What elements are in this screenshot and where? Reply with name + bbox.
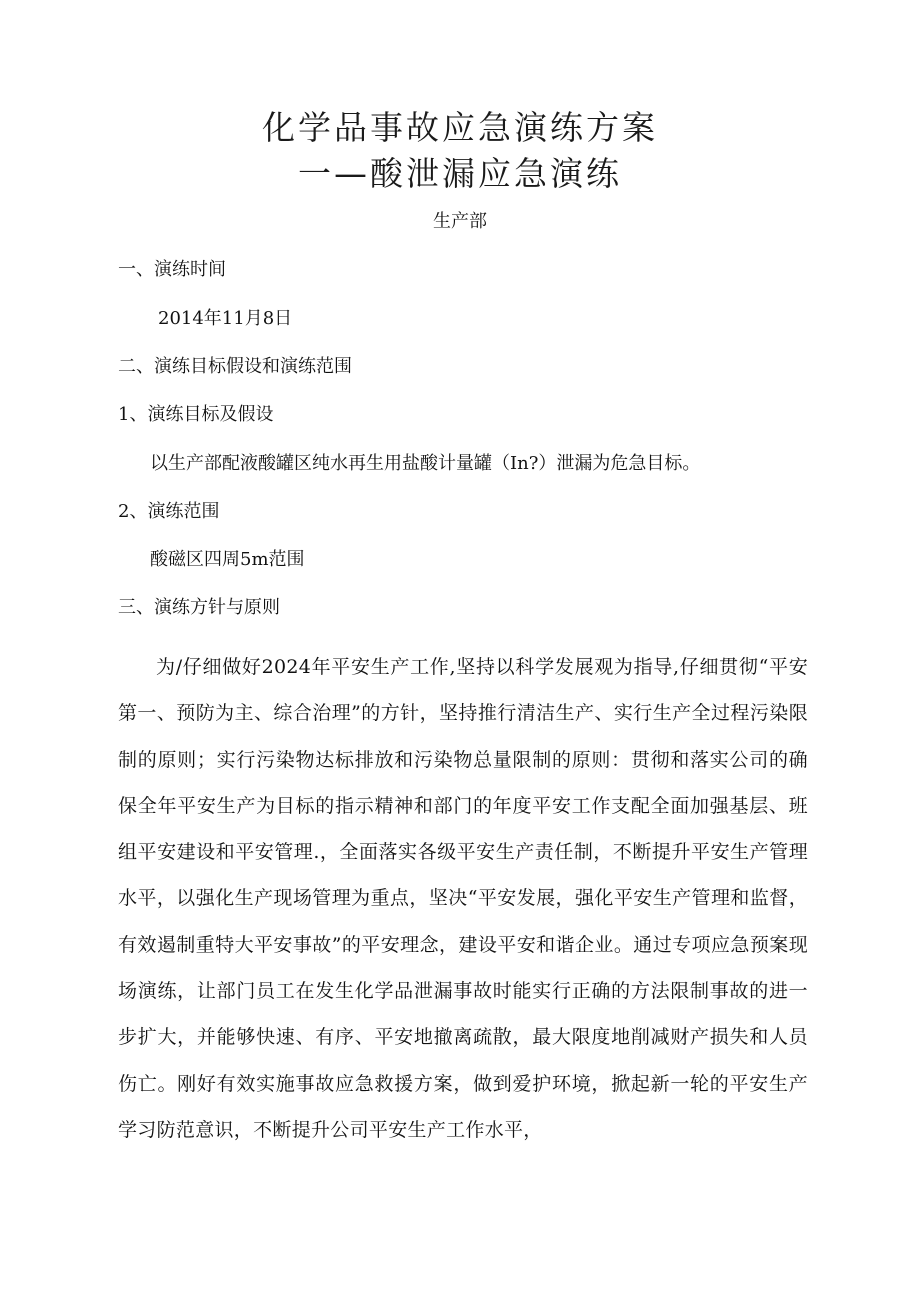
section-heading-principles: 三、演练方针与原则 [118,597,280,618]
subsection-heading-goals: 1、演练目标及假设 [118,404,274,425]
goals-text: 以生产部配液酸罐区纯水再生用盐酸计量罐（In?）泄漏为危急目标。 [150,453,701,474]
section-heading-drill-time: 一、演练时间 [118,259,226,280]
drill-date: 2014年11月8日 [158,308,293,329]
department-label: 生产部 [433,211,487,232]
scope-text: 酸磁区四周5m范围 [150,549,305,570]
principles-paragraph: 为/仔细做好2024年平安生产工作,坚持以科学发展观为指导,仔细贯彻“平安第一、预防为主、综合治理”的方针，坚持推行清洁生产、实行生产全过程污染限制的原则；实行污染物达标排放和污染物总量限制的原则：贯彻和落实公司的确保全年平安生产为目标的指示精神和部门的年度平安工作支配全面加强基层、班组平安建设和平安管理.，全面落实各级平安生产责任制，不断提升平安生产管理水平，以强化生产现场管理为重点，坚决“平安发展，强化平安生产管理和监督，有效遏制重特大平安事故”的平安理念，建设平安和谐企业。通过专项应急预案现场演练，让部门员工在发生化学品泄漏事故时能实行正确的方法限制事故的进一步扩大，并能够快速、有序、平安地撤离疏散，最大限度地削减财产损失和人员伤亡。刚好有效实施事故应急救援方案，做到爱护环境，掀起新一轮的平安生产学习防范意识，不断提升公司平安生产工作水平， [118,656,808,1141]
document-subtitle: 一—酸泄漏应急演练 [298,154,622,193]
subsection-heading-scope: 2、演练范围 [118,501,220,522]
section-heading-goals-scope: 二、演练目标假设和演练范围 [118,356,352,377]
document-title: 化学品事故应急演练方案 [262,108,658,147]
